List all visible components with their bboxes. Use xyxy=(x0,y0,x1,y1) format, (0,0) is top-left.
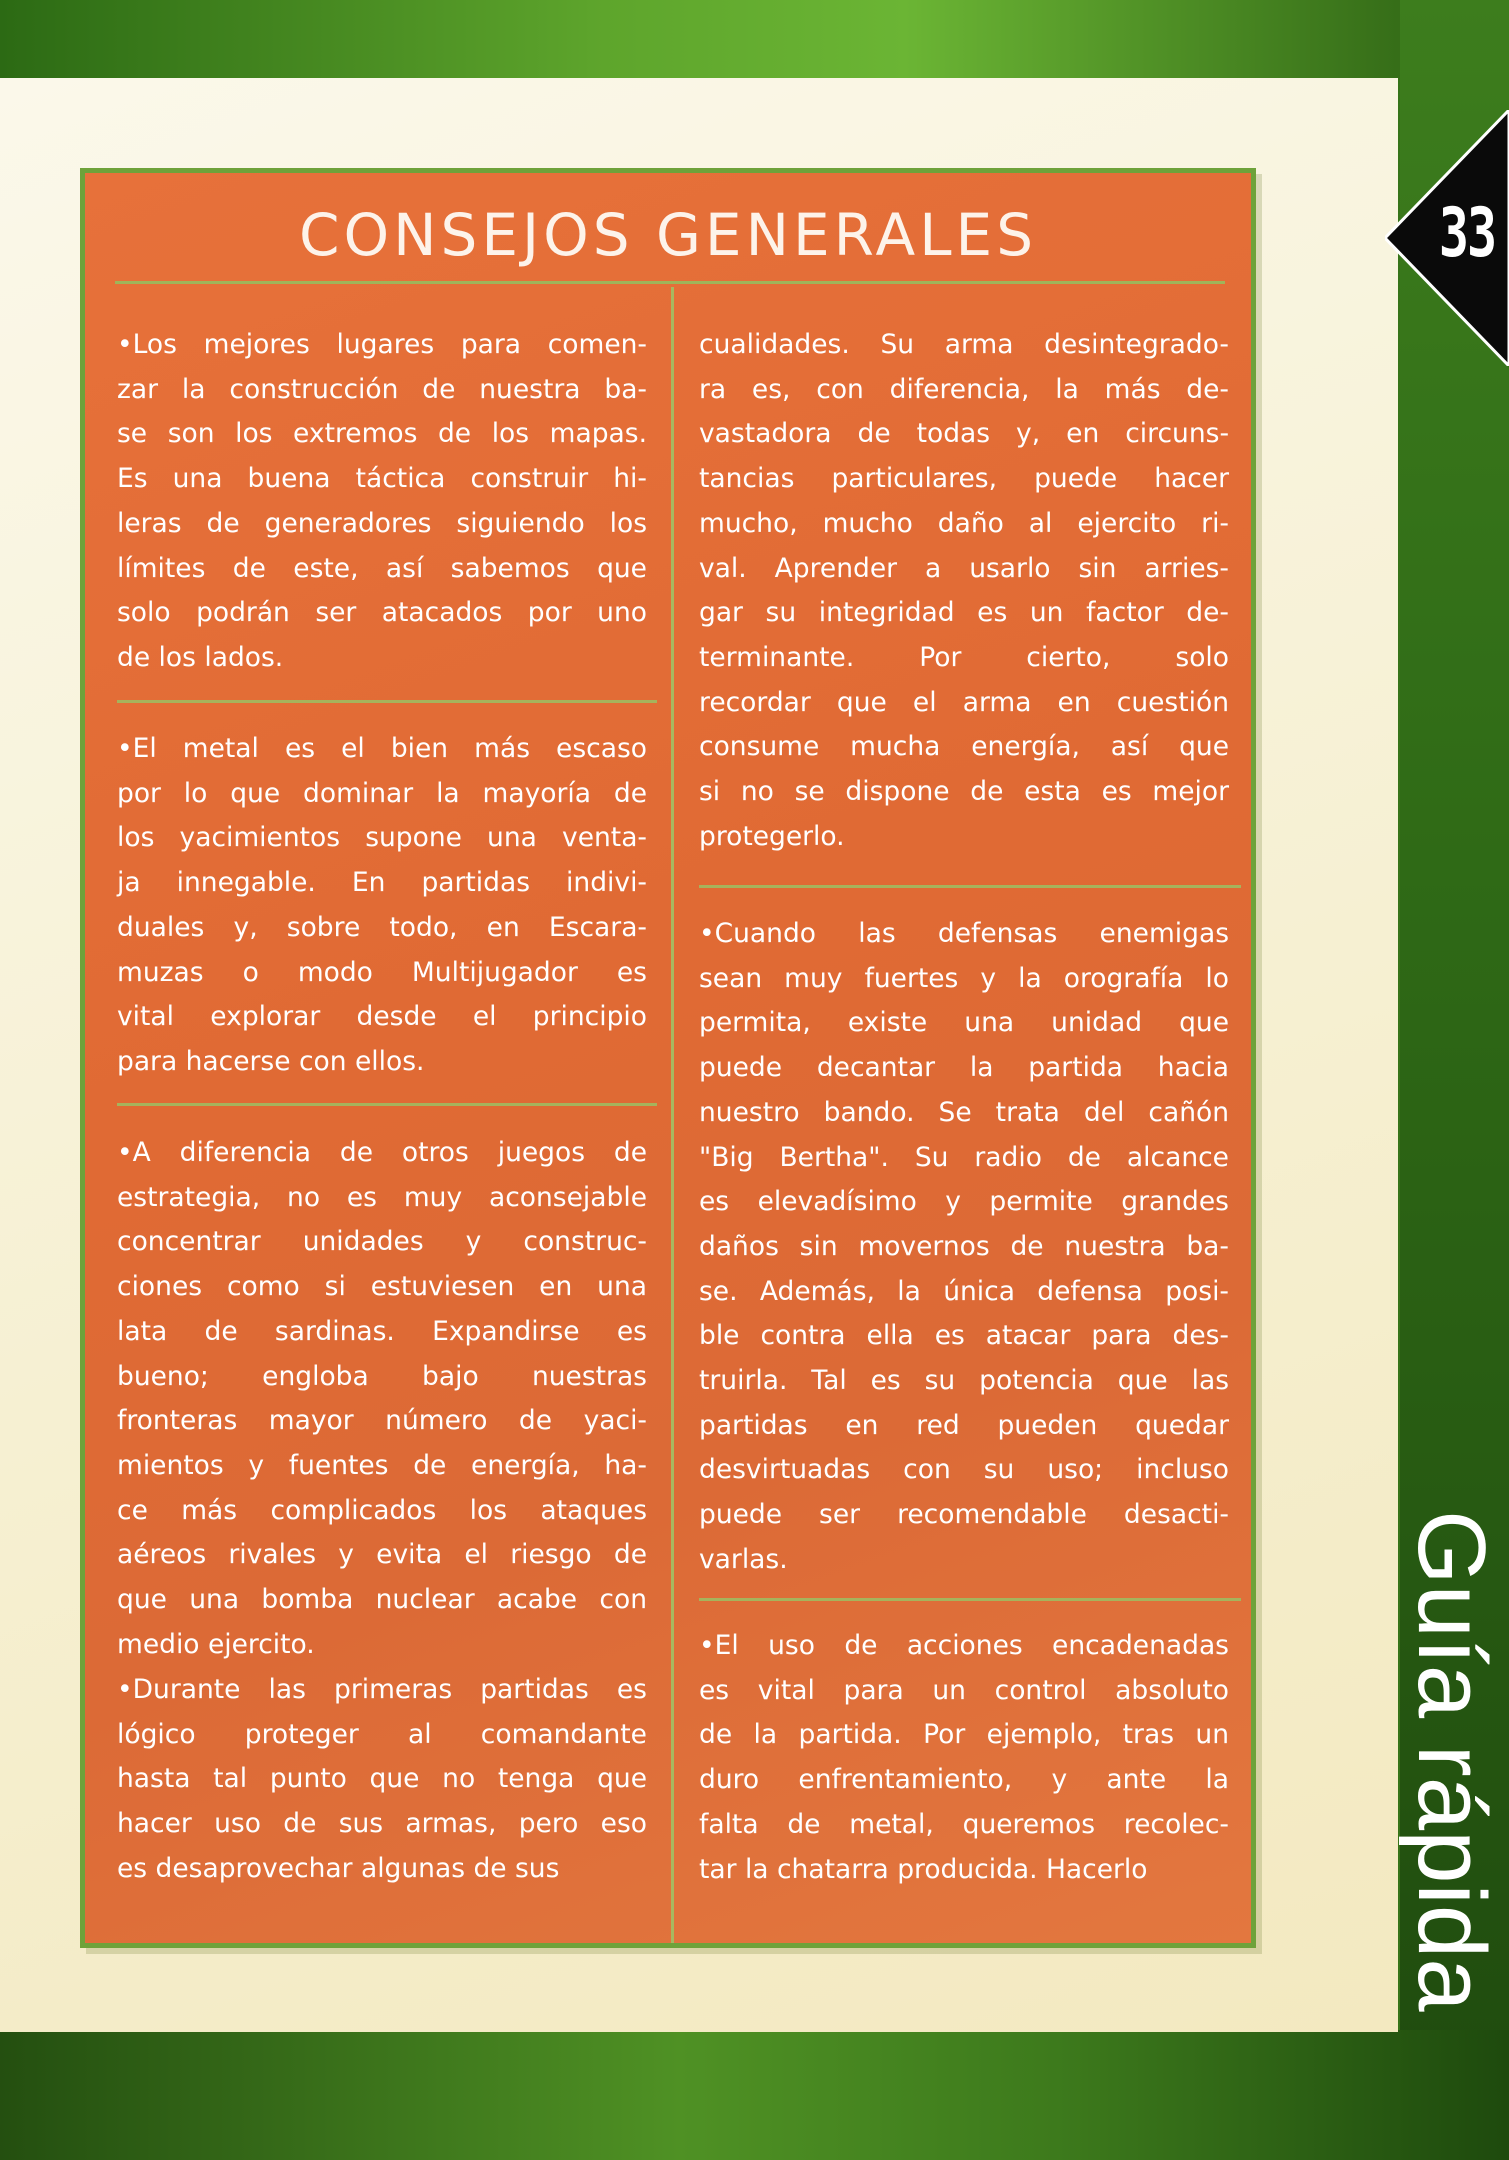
text-line: ce más complicados los ataques xyxy=(117,1494,647,1526)
text-line: "Big Bertha". Su radio de alcance xyxy=(699,1141,1229,1173)
text-line: protegerlo. xyxy=(699,820,845,852)
text-line: •El uso de acciones encadenadas xyxy=(699,1630,1229,1661)
text-line: •Los mejores lugares para comen- xyxy=(117,329,647,360)
text-line: Es una buena táctica construir hi- xyxy=(117,463,647,495)
tip-paragraph xyxy=(699,323,1229,859)
text-line: vital explorar desde el principio xyxy=(117,1001,647,1033)
text-line: hasta tal punto que no tenga que xyxy=(117,1763,647,1795)
text-line: ja innegable. En partidas indivi- xyxy=(117,867,647,899)
text-line: ble contra ella es atacar para des- xyxy=(699,1320,1229,1352)
text-line: es elevadísimo y permite grandes xyxy=(699,1186,1229,1218)
tips-panel xyxy=(80,168,1256,1948)
text-line: duales y, sobre todo, en Escara- xyxy=(117,911,647,943)
text-line: se. Además, la única defensa posi- xyxy=(699,1275,1229,1307)
text-line: ciones como si estuviesen en una xyxy=(117,1271,647,1303)
text-line: medio ejercito. xyxy=(117,1628,315,1660)
tip-paragraph xyxy=(117,727,647,1085)
tip-paragraph xyxy=(117,1131,647,1667)
text-line: gar su integridad es un factor de- xyxy=(699,597,1229,629)
text-line: mucho, mucho daño al ejercito ri- xyxy=(699,507,1229,539)
title-divider xyxy=(115,281,1225,284)
text-line: mientos y fuentes de energía, ha- xyxy=(117,1449,647,1481)
text-line: truirla. Tal es su potencia que las xyxy=(699,1365,1229,1397)
text-line: solo podrán ser atacados por uno xyxy=(117,597,647,629)
text-line: •A diferencia de otros juegos de xyxy=(117,1137,647,1168)
paragraph-divider xyxy=(699,1598,1241,1601)
text-line: es desaprovechar algunas de sus xyxy=(117,1852,560,1884)
bottom-green-band xyxy=(0,2030,1509,2160)
text-line: tar la chatarra producida. Hacerlo xyxy=(699,1853,1148,1885)
text-line: val. Aprender a usarlo sin arries- xyxy=(699,552,1229,584)
text-line: aéreos rivales y evita el riesgo de xyxy=(117,1539,647,1571)
text-line: los yacimientos supone una venta- xyxy=(117,822,647,854)
paragraph-divider xyxy=(117,700,657,703)
text-line: ra es, con diferencia, la más de- xyxy=(699,373,1229,405)
text-line: sean muy fuertes y la orografía lo xyxy=(699,962,1229,994)
text-line: consume mucha energía, así que xyxy=(699,731,1229,763)
text-line: de los lados. xyxy=(117,641,284,673)
text-line: que una bomba nuclear acabe con xyxy=(117,1584,647,1616)
page-number: 33 xyxy=(1438,193,1496,273)
text-line: daños sin movernos de nuestra ba- xyxy=(699,1230,1229,1262)
text-line: zar la construcción de nuestra ba- xyxy=(117,373,647,405)
text-line: muzas o modo Multijugador es xyxy=(117,956,647,988)
text-line: leras de generadores siguiendo los xyxy=(117,507,647,539)
text-line: de la partida. Por ejemplo, tras un xyxy=(699,1719,1229,1751)
column-divider xyxy=(671,287,674,1943)
top-green-band xyxy=(0,0,1509,80)
text-line: desvirtuadas con su uso; incluso xyxy=(699,1454,1229,1486)
text-line: hacer uso de sus armas, pero eso xyxy=(117,1808,647,1840)
text-line: concentrar unidades y construc- xyxy=(117,1226,647,1258)
text-line: vastadora de todas y, en circuns- xyxy=(699,418,1229,450)
text-line: lógico proteger al comandante xyxy=(117,1718,647,1750)
tip-paragraph xyxy=(117,1668,647,1892)
text-line: permita, existe una unidad que xyxy=(699,1007,1229,1039)
text-line: duro enfrentamiento, y ante la xyxy=(699,1764,1229,1796)
text-line: fronteras mayor número de yaci- xyxy=(117,1405,647,1437)
text-line: terminante. Por cierto, solo xyxy=(699,641,1229,673)
text-line: bueno; engloba bajo nuestras xyxy=(117,1360,647,1392)
text-line: lata de sardinas. Expandirse es xyxy=(117,1315,647,1347)
text-line: cualidades. Su arma desintegrado- xyxy=(699,329,1229,360)
tip-paragraph xyxy=(699,912,1229,1583)
text-line: puede ser recomendable desacti- xyxy=(699,1499,1229,1531)
text-line: es vital para un control absoluto xyxy=(699,1674,1229,1706)
section-label-text: Guía rápida xyxy=(1398,1510,1505,2012)
text-line: se son los extremos de los mapas. xyxy=(117,418,647,450)
paragraph-divider xyxy=(117,1103,657,1106)
text-line: tancias particulares, puede hacer xyxy=(699,463,1229,495)
text-line: límites de este, así sabemos que xyxy=(117,552,647,584)
text-line: puede decantar la partida hacia xyxy=(699,1052,1229,1084)
text-line: •Cuando las defensas enemigas xyxy=(699,918,1229,949)
text-line: por lo que dominar la mayoría de xyxy=(117,777,647,809)
text-line: partidas en red pueden quedar xyxy=(699,1409,1229,1441)
text-line: •El metal es el bien más escaso xyxy=(117,733,647,764)
panel-title: CONSEJOS GENERALES xyxy=(298,201,1038,269)
text-line: varlas. xyxy=(699,1543,788,1575)
text-line: para hacerse con ellos. xyxy=(117,1045,425,1077)
text-line: estrategia, no es muy aconsejable xyxy=(117,1181,647,1213)
text-line: •Durante las primeras partidas es xyxy=(117,1674,647,1705)
paragraph-divider xyxy=(699,885,1241,888)
text-line: nuestro bando. Se trata del cañón xyxy=(699,1096,1229,1128)
tip-paragraph xyxy=(117,323,647,681)
tip-paragraph xyxy=(699,1624,1229,1892)
text-line: si no se dispone de esta es mejor xyxy=(699,776,1229,808)
text-line: recordar que el arma en cuestión xyxy=(699,686,1229,718)
text-line: falta de metal, queremos recolec- xyxy=(699,1808,1229,1840)
